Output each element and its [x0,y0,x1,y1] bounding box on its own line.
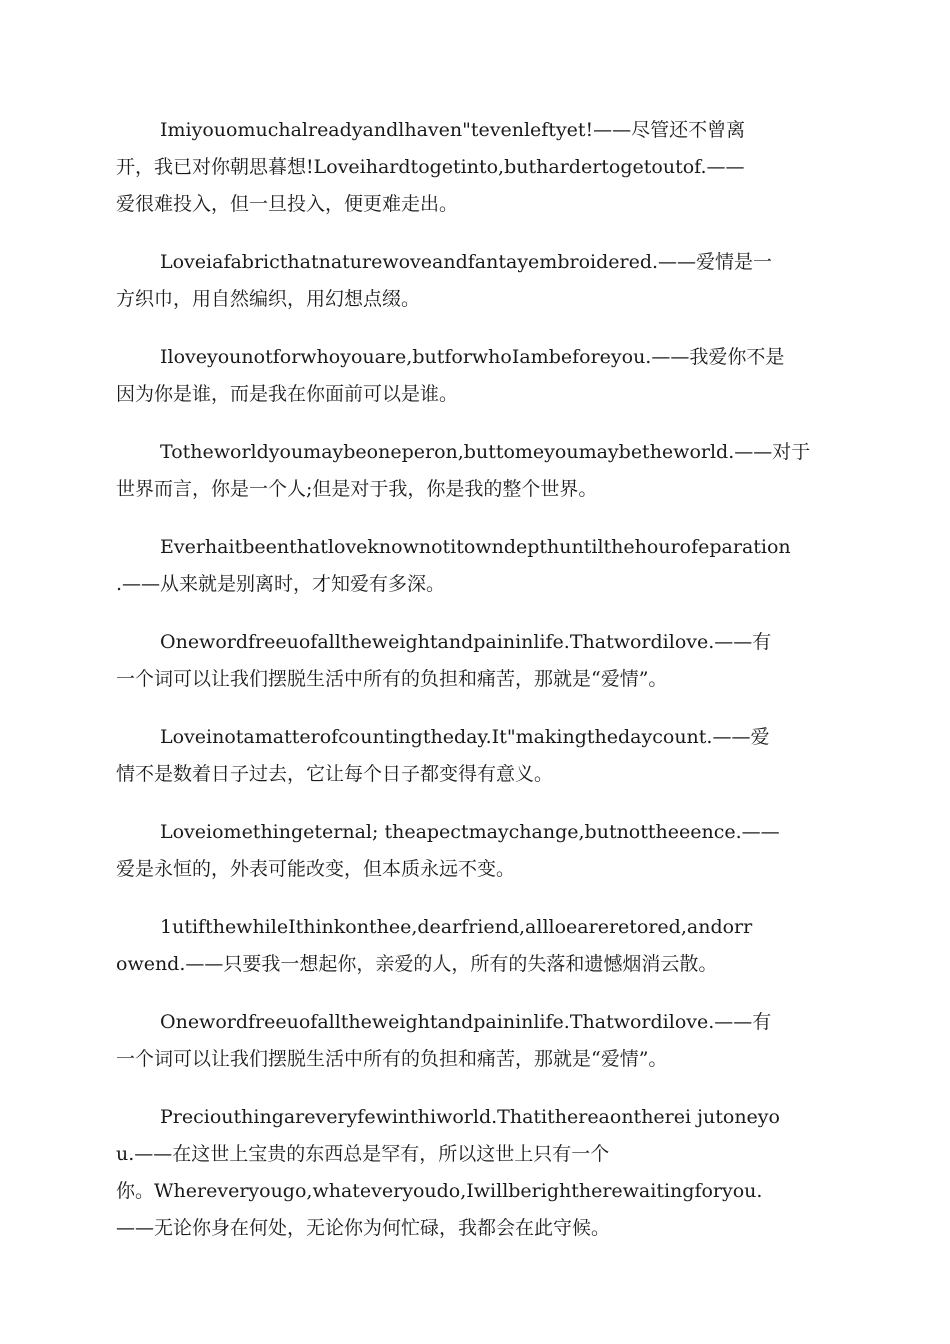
text-line: Iloveyounotforwhoyouare,butforwhoIambeforeyou.——我爱你不是 [160,346,785,368]
text-line: 你。Whereveryougo,whateveryoudo,Iwillberightherewaitingforyou. [116,1180,763,1202]
text-line: owend.——只要我一想起你，亲爱的人，所有的失落和遗憾烟消云散。 [116,953,718,975]
paragraph [116,529,832,603]
text-line: Preciouthingareveryfewinthiworld.Thatithereaontherei jutoneyo [160,1106,780,1128]
paragraph [116,434,832,508]
paragraph [116,624,832,698]
text-line: 方织巾，用自然编织，用幻想点缀。 [116,288,421,310]
text-line: Onewordfreeuofalltheweightandpaininlife.Thatwordilove.——有 [160,631,772,653]
text-line: .——从来就是别离时，才知爱有多深。 [116,573,446,595]
paragraph [116,814,832,888]
text-line: 一个词可以让我们摆脱生活中所有的负担和痛苦，那就是“爱情”。 [116,668,668,690]
text-line: Everhaitbeenthatloveknownotitowndepthuntilthehourofeparation [160,536,791,558]
text-line: 因为你是谁，而是我在你面前可以是谁。 [116,383,459,405]
text-line: ——无论你身在何处，无论你为何忙碌，我都会在此守候。 [116,1217,611,1239]
text-line: 1utifthewhileIthinkonthee,dearfriend,allloeareretored,andorr [160,916,753,938]
text-line: Imiyouomuchalreadyandlhaven"tevenleftyet!——尽管还不曾离 [160,119,746,141]
text-line: 世界而言，你是一个人;但是对于我，你是我的整个世界。 [116,478,598,500]
text-line: Loveiafabricthatnaturewoveandfantayembroidered.——爱情是一 [160,251,773,273]
text-line: Loveiomethingeternal; theapectmaychange,butnottheeence.—— [160,821,780,843]
text-line: Onewordfreeuofalltheweightandpaininlife.Thatwordilove.——有 [160,1011,772,1033]
text-line: Totheworldyoumaybeoneperon,buttomeyoumaybetheworld.——对于 [160,441,811,463]
text-line: 爱是永恒的，外表可能改变，但本质永远不变。 [116,858,516,880]
paragraph [116,244,832,318]
document-body [116,112,832,1268]
paragraph [116,1099,832,1247]
text-line: 情不是数着日子过去，它让每个日子都变得有意义。 [116,763,554,785]
paragraph [116,112,832,223]
paragraph [116,719,832,793]
text-line: u.——在这世上宝贵的东西总是罕有，所以这世上只有一个 [116,1143,610,1165]
text-line: 一个词可以让我们摆脱生活中所有的负担和痛苦，那就是“爱情”。 [116,1048,668,1070]
paragraph [116,909,832,983]
paragraph [116,1004,832,1078]
text-line: 开，我已对你朝思暮想!Loveihardtogetinto,buthardertogetoutof.—— [116,156,745,178]
paragraph [116,339,832,413]
text-line: 爱很难投入，但一旦投入，便更难走出。 [116,193,459,215]
text-line: Loveinotamatterofcountingtheday.It"makingthedaycount.——爱 [160,726,770,748]
